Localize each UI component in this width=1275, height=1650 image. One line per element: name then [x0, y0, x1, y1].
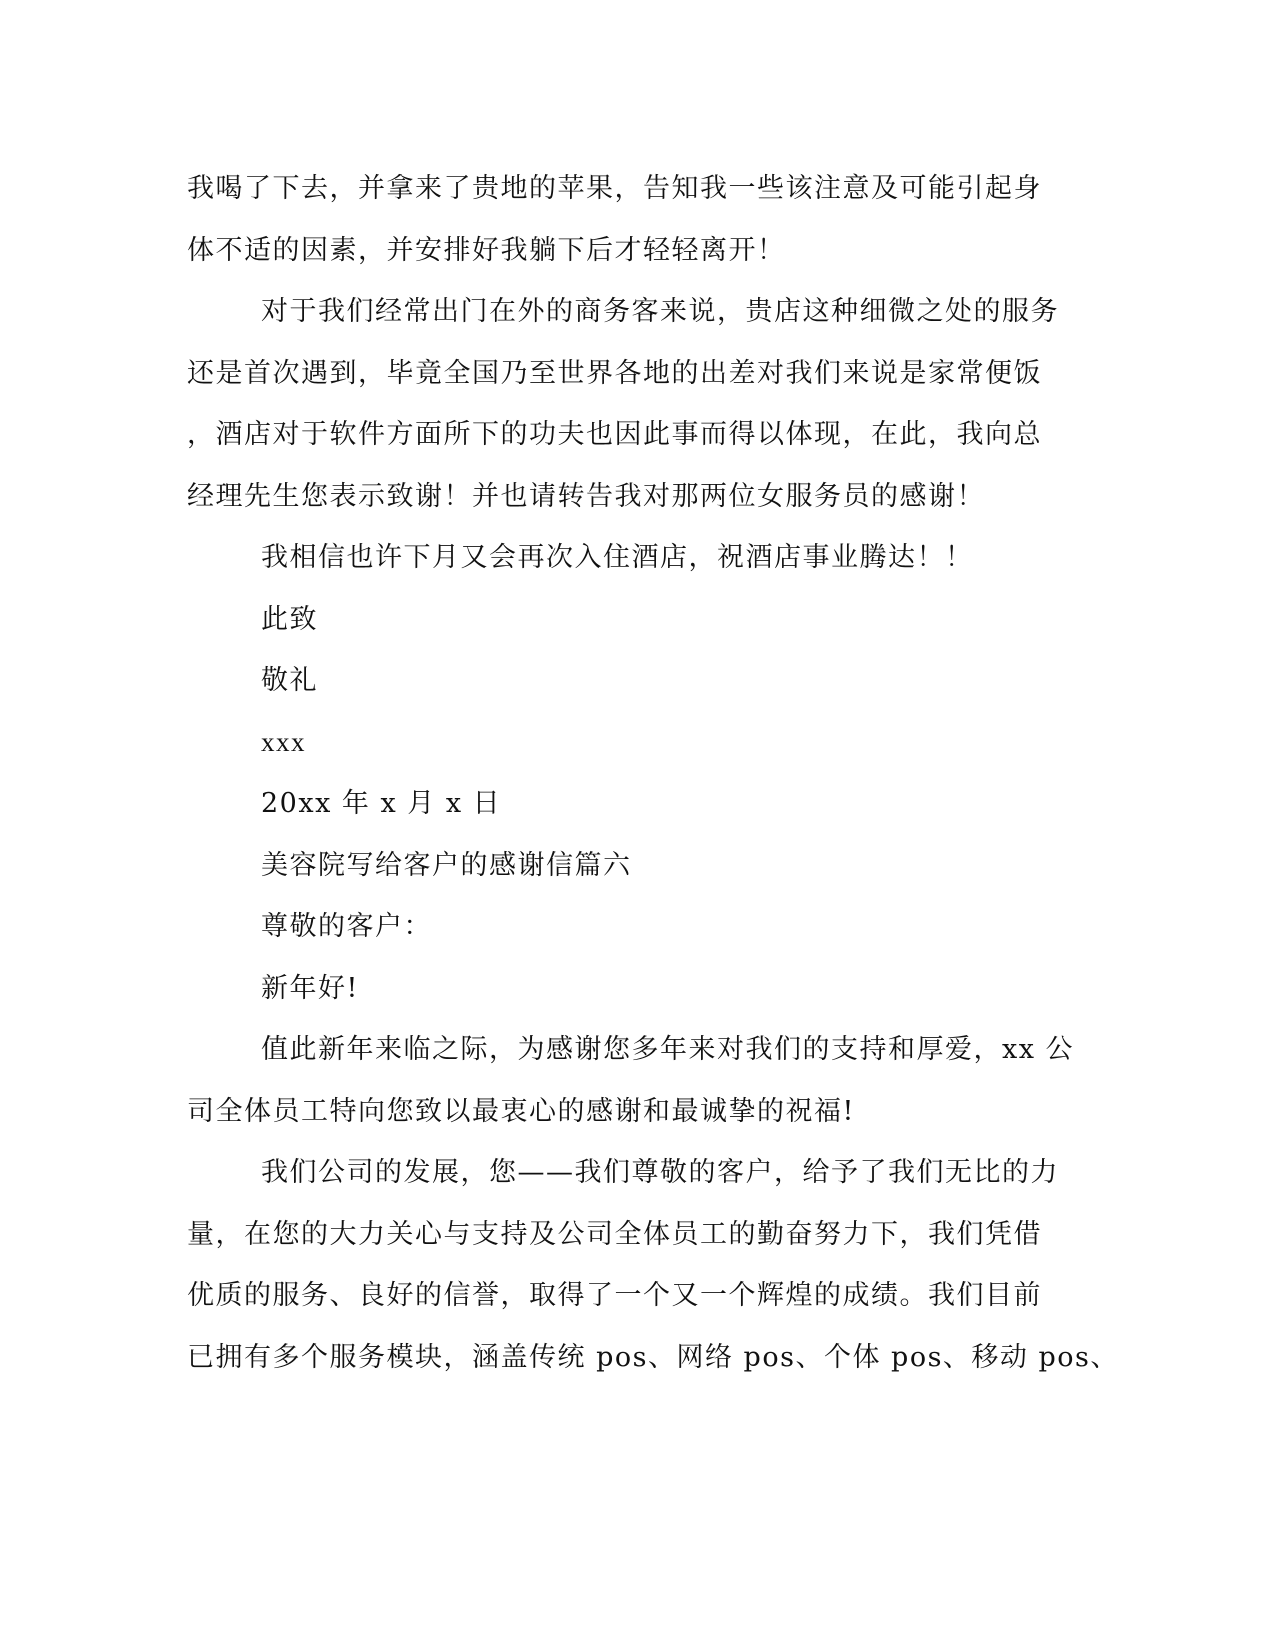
greeting-line: 新年好! — [261, 972, 359, 1004]
section-title: 美容院写给客户的感谢信篇六 — [261, 849, 632, 881]
date-line: 20xx 年 x 月 x 日 — [261, 788, 502, 819]
greeting-line: 尊敬的客户： — [261, 911, 432, 942]
text-line: 经理先生您表示致谢！并也请转告我对那两位女服务员的感谢！ — [187, 480, 985, 512]
text-line: 还是首次遇到，毕竟全国乃至世界各地的出差对我们来说是家常便饭 — [187, 357, 1042, 389]
salutation-line: 敬礼 — [261, 665, 318, 696]
paragraph-start-line: 对于我们经常出门在外的商务客来说，贵店这种细微之处的服务 — [261, 296, 1059, 327]
text-line: 我喝了下去，并拿来了贵地的苹果，告知我一些该注意及可能引起身 — [187, 173, 1042, 204]
text-line: 量，在您的大力关心与支持及公司全体员工的勤奋努力下，我们凭借 — [187, 1218, 1042, 1250]
paragraph-start-line: 我们公司的发展，您——我们尊敬的客户，给予了我们无比的力 — [261, 1157, 1059, 1188]
text-line: 优质的服务、良好的信誉，取得了一个又一个辉煌的成绩。我们目前 — [187, 1280, 1042, 1311]
closing-line: 此致 — [261, 603, 318, 635]
text-line: 司全体员工特向您致以最衷心的感谢和最诚挚的祝福! — [187, 1095, 855, 1127]
document-body — [187, 158, 1119, 1388]
paragraph-start-line: 值此新年来临之际，为感谢您多年来对我们的支持和厚爱，xx 公 — [261, 1034, 1075, 1065]
text-line: ，酒店对于软件方面所下的功夫也因此事而得以体现，在此，我向总 — [187, 419, 1042, 450]
paragraph-start-line: 我相信也许下月又会再次入住酒店，祝酒店事业腾达！！ — [261, 542, 974, 573]
text-line: 已拥有多个服务模块，涵盖传统 pos、网络 pos、个体 pos、移动 pos、 — [187, 1341, 1119, 1373]
signature-line: xxx — [261, 726, 306, 757]
text-line: 体不适的因素，并安排好我躺下后才轻轻离开！ — [187, 234, 786, 266]
